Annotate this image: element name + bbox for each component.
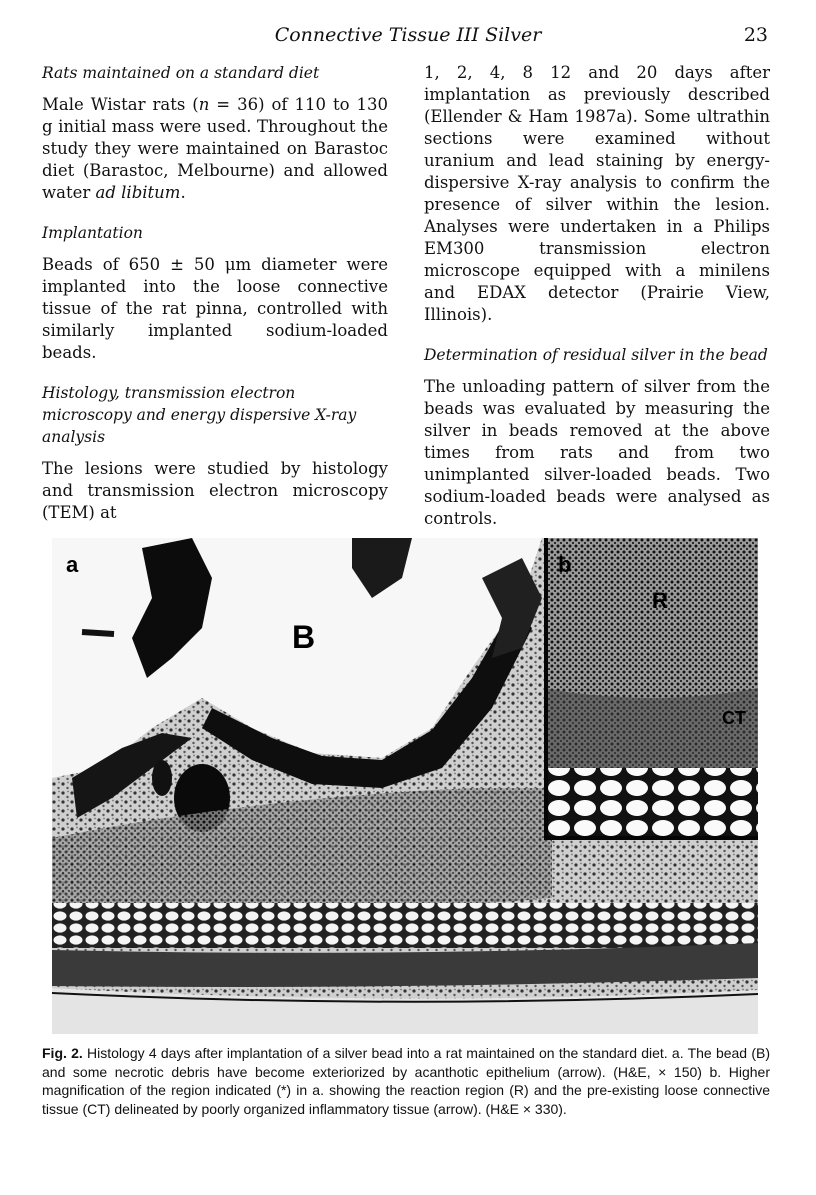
section-heading-diet: Rats maintained on a standard diet bbox=[42, 64, 320, 82]
micrograph-image bbox=[52, 538, 758, 1034]
italic-n: n bbox=[198, 95, 210, 114]
section-heading-implantation: Implantation bbox=[42, 224, 143, 242]
figure-caption bbox=[42, 1044, 770, 1118]
inset-r-label: R bbox=[652, 588, 668, 613]
section-heading-residual-silver: Determination of residual silver in the bead bbox=[424, 346, 768, 364]
histology-figure bbox=[52, 538, 758, 1034]
text-span: Male Wistar rats ( bbox=[42, 95, 199, 114]
inset-ct-label: CT bbox=[722, 708, 746, 728]
figure-label: Fig. 2. bbox=[42, 1045, 83, 1061]
panel-b-label: b bbox=[558, 552, 572, 577]
paragraph-tem: 1, 2, 4, 8 12 and 20 days after implantation as previously described (Ellender & Ham 1987a). Some ultrathin sections were examined without uranium and lead staining by energy-dispersive X-ray analysis to confirm the presence of silver within the lesion. Analyses were undertaken in a Philips EM300 transmission electron microscope equipped with a minilens and EDAX detector (Prairie View, Illinois). bbox=[424, 63, 770, 324]
right-column bbox=[424, 62, 770, 548]
paragraph-implantation: Beads of 650 ± 50 μm diameter were implanted into the loose connective tissue of the rat pinna, controlled with similarly implanted sodium-loaded beads. bbox=[42, 255, 388, 362]
paragraph-residual-silver: The unloading pattern of silver from the beads was evaluated by measuring the silver in beads removed at the above times from rats and from two unimplanted silver-loaded beads. Two sodium-loaded beads were analysed as controls. bbox=[424, 377, 770, 528]
bead-label: B bbox=[292, 619, 316, 655]
text-span: . bbox=[180, 183, 186, 202]
paragraph-histology: The lesions were studied by histology and transmission electron microscopy (TEM) at bbox=[42, 459, 388, 522]
paragraph-rats bbox=[42, 94, 388, 204]
section-heading-histology: Histology, transmission electron microscopy and energy dispersive X-ray analysis bbox=[42, 384, 357, 446]
left-column bbox=[42, 62, 388, 542]
italic-ad-libitum: ad libitum bbox=[95, 183, 181, 202]
caption-text: Histology 4 days after implantation of a silver bead into a rat maintained on the standard diet. a. The bead (B) and some necrotic debris have become exteriorized by acanthotic epithelium (arrow). (H&E, × 150) b. Higher magnification of the region indicated (*) in a. showing the reaction region (R) and the pre-existing loose connective tissue (CT) delineated by poorly organized inflammatory tissue (arrow). (H&E × 330). bbox=[42, 1045, 770, 1117]
arrow-icon bbox=[82, 632, 114, 634]
running-title: Connective Tissue III Silver bbox=[274, 24, 542, 46]
panel-a-label: a bbox=[66, 552, 79, 577]
page-number: 23 bbox=[743, 24, 768, 46]
text-span: = 36) of 110 to 130 g initial mass were used. Throughout the study they were maintained on Barastoc diet (Barastoc, Melbourne) and allowed water bbox=[42, 95, 388, 202]
